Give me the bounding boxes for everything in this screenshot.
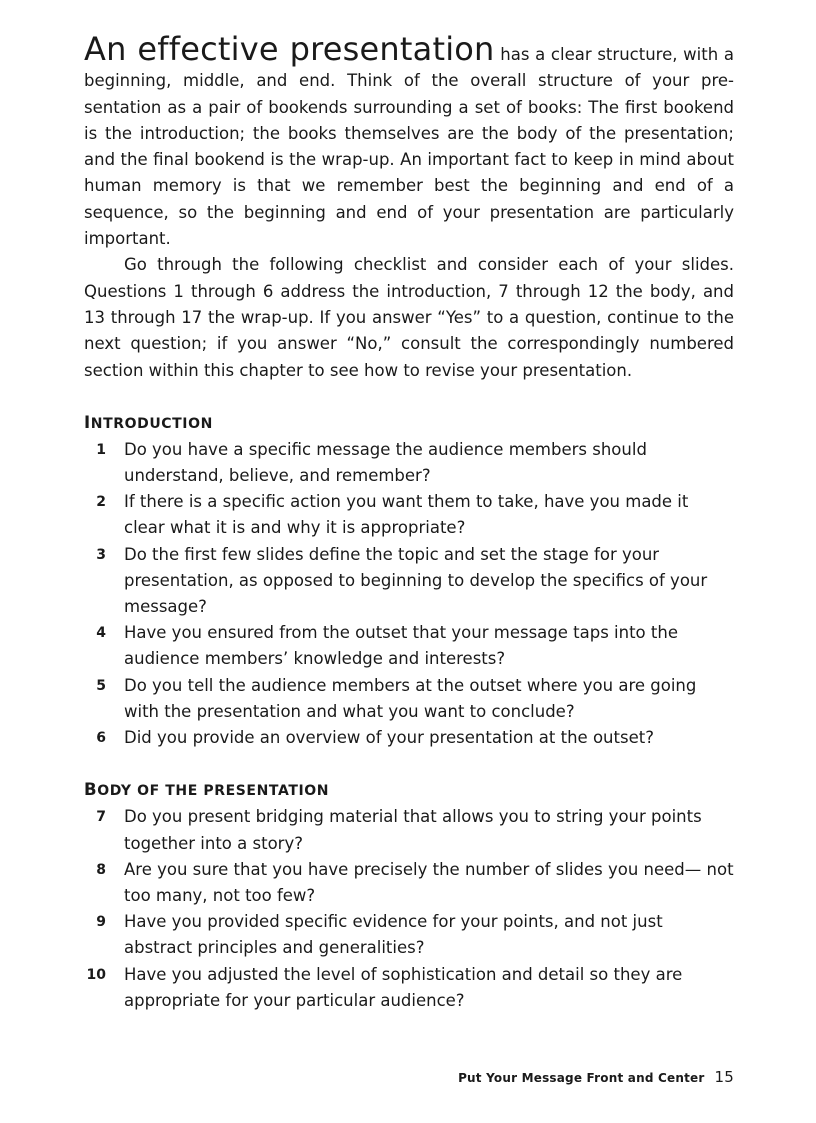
item-text: Are you sure that you have precisely the number of slides you need— not too many, not too few?: [124, 859, 734, 905]
item-number: 5: [96, 677, 106, 694]
page-footer: [84, 1068, 734, 1086]
page-content: [84, 30, 734, 1014]
intro-paragraph: [84, 30, 734, 252]
item-text: Do you tell the audience members at the outset where you are going with the presentation and what you want to conclude?: [124, 675, 697, 721]
intro-paragraph-text: has a clear structure, with a beginning, middle, and end. Think of the overall structure of your presentation as a pair of bookends surrounding a set of books: The first bookend is the introduction; the books themselves are the body of the presentation; and the final bookend is the wrap-up. An important fact to keep in mind about human memory is that we remember best the beginning and end of a sequence, so the beginning and end of your presentation are particularly important.: [84, 45, 734, 249]
item-text: Did you provide an overview of your presentation at the outset?: [124, 728, 654, 748]
item-number: 8: [96, 861, 106, 878]
checklist-item: [84, 962, 734, 1014]
item-text: Do you present bridging material that allows you to string your points together into a story?: [124, 807, 702, 853]
item-number: 7: [96, 809, 106, 826]
item-text: Have you adjusted the level of sophistication and detail so they are appropriate for your particular audience?: [124, 964, 683, 1010]
section-heading-body: BODY OF THE PRESENTATION: [84, 780, 330, 800]
section-heading-introduction: INTRODUCTION: [84, 412, 213, 432]
checklist-item: [84, 437, 734, 489]
item-number: 3: [96, 546, 106, 563]
checklist-item: [84, 542, 734, 621]
introduction-checklist: [84, 437, 734, 751]
checklist-item: [84, 857, 734, 909]
checklist-item: [84, 725, 734, 751]
checklist-item: [84, 673, 734, 725]
running-title: Put Your Message Front and Center: [458, 1071, 705, 1085]
body-checklist: [84, 804, 734, 1014]
item-number: 6: [96, 730, 106, 747]
checklist-item: [84, 620, 734, 672]
item-text: Do the first few slides define the topic and set the stage for your presentation, as opposed to beginning to develop the specifics of your message?: [124, 544, 708, 617]
lead-phrase: An effective presentation: [84, 30, 495, 68]
item-text: If there is a specific action you want them to take, have you made it clear what it is and why it is appropriate?: [124, 492, 689, 538]
item-text: Have you provided specific evidence for your points, and not just abstract principles and generalities?: [124, 912, 663, 958]
checklist-instructions: Go through the following checklist and consider each of your slides. Questions 1 through 6 address the introduction, 7 through 12 the body, and 13 through 17 the wrap-up. If you answer “Yes” to a question, continue to the next question; if you answer “No,” consult the correspondingly numbered section within this chapter to see how to revise your presentation.: [84, 255, 734, 380]
item-number: 10: [86, 966, 106, 983]
item-number: 9: [96, 914, 106, 931]
item-number: 4: [96, 625, 106, 642]
item-number: 1: [96, 441, 106, 458]
checklist-item: [84, 489, 734, 541]
checklist-item: [84, 909, 734, 961]
item-number: 2: [96, 494, 106, 511]
item-text: Do you have a specific message the audience members should understand, believe, and remember?: [124, 439, 647, 486]
item-text: Have you ensured from the outset that your message taps into the audience members’ knowledge and interests?: [124, 623, 678, 669]
checklist-item: [84, 804, 734, 856]
page-number: 15: [714, 1068, 734, 1086]
